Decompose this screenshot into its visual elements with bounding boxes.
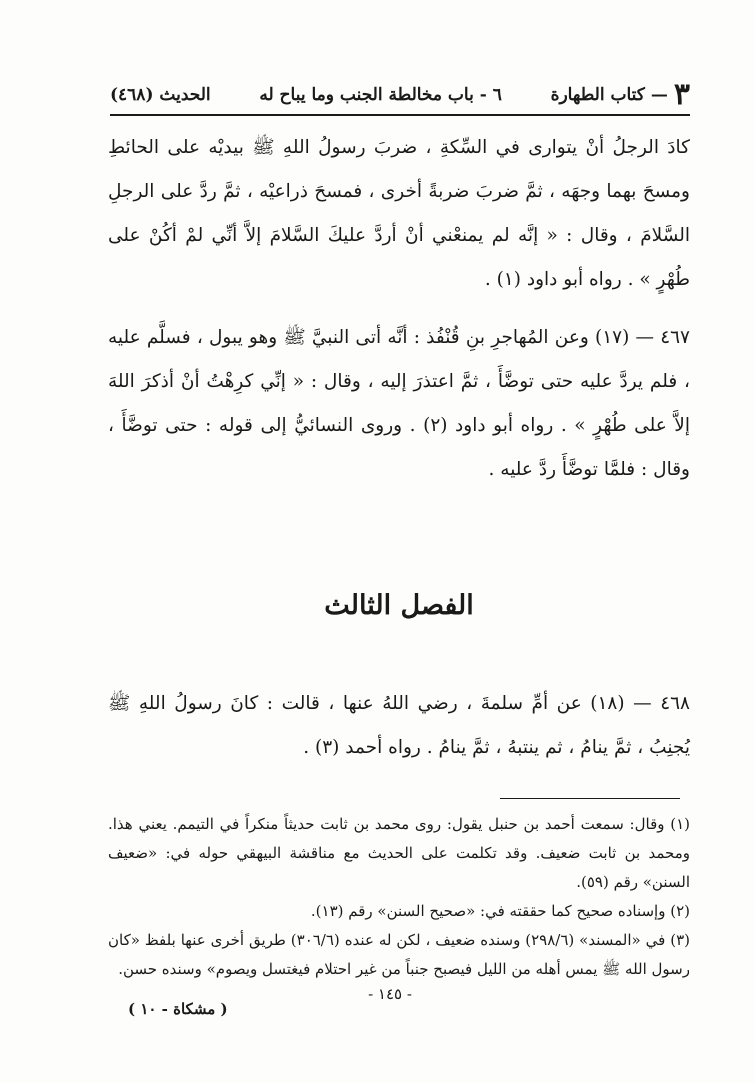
footnote-2: (٢) وإسناده صحيح كما حققته في: «صحيح السنن» رقم (١٣).: [310, 902, 690, 920]
footnote-3: (٣) في «المسند» (٢٩٨/٦) وسنده ضعيف ، لكن له عنده (٣٠٦/٦) طريق أخرى عنها بلفظ «كان رسول الله ﷺ يمس أهله من الليل فيصبح جنباً من غير احتلام فيغتسل ويصوم» وسنده حسن.: [108, 931, 690, 978]
chapter-title: ٦ - باب مخالطة الجنب وما يباح له: [259, 85, 502, 105]
running-header: [110, 78, 690, 112]
paragraph-hadith-467: ٤٦٧ — (١٧) وعن المُهاجرِ بنِ قُنْفُذ : أنَّه أتى النبيَّ ﷺ وهو يبول ، فسلَّم عليه ، فلم يردَّ عليه حتى توضَّأَ ، ثمَّ اعتذرَ إليه ، وقال : « إنِّي كرِهْتُ أنْ أذكرَ اللهَ إلاَّ على طُهْرٍ » . رواه أبو داود (٢) . وروى النسائيُّ إلى قوله : حتى توضَّأَ ، وقال : فلمَّا توضَّأَ ردَّ عليه .: [108, 327, 690, 480]
hadith-reference: الحديث (٤٦٨): [110, 85, 211, 105]
footnotes: [108, 810, 690, 984]
paragraph-continuation: كادَ الرجلُ أنْ يتوارى في السِّكةِ ، ضربَ رسولُ اللهِ ﷺ بيديْه على الحائطِ ومسحَ بهما وجهَه ، ثمَّ ضربَ ضربةً أخرى ، فمسحَ ذراعيْه ، ثمَّ ردَّ على الرجلِ السَّلامَ ، وقال : « إنَّه لم يمنعْني أنْ أردَّ عليكَ السَّلامَ إلاَّ أنِّي لمْ أكُنْ على طُهْرٍ » . رواه أبو داود (١) .: [108, 137, 690, 290]
book-heading: [550, 77, 690, 112]
section-title: الفصل الثالث: [324, 590, 474, 621]
header-rule: [110, 114, 690, 116]
page-number: - ١٤٥ -: [368, 985, 412, 1003]
footnote-1: (١) وقال: سمعت أحمد بن حنبل يقول: روى محمد بن ثابت حديثاً منكراً في التيمم. يعني هذا. ومحمد بن ثابت ضعيف. وقد تكلمت على الحديث مع مناقشة البيهقي حوله في: «ضعيف السنن» رقم (٥٩).: [108, 815, 690, 891]
book-number: ٣: [673, 77, 690, 112]
book-dash: —: [650, 85, 668, 105]
footnote-rule: [500, 798, 680, 799]
signature-mark: ( مشكاة - ١٠ ): [128, 1000, 228, 1018]
book-title: كتاب الطهارة: [550, 85, 645, 105]
paragraph-hadith-468: ٤٦٨ — (١٨) عن أمِّ سلمةَ ، رضي اللهُ عنها ، قالت : كانَ رسولُ اللهِ ﷺ يُجنِبُ ، ثمَّ ينامُ ، ثم ينتبهُ ، ثمَّ ينامُ . رواه أحمد (٣) .: [108, 693, 690, 758]
